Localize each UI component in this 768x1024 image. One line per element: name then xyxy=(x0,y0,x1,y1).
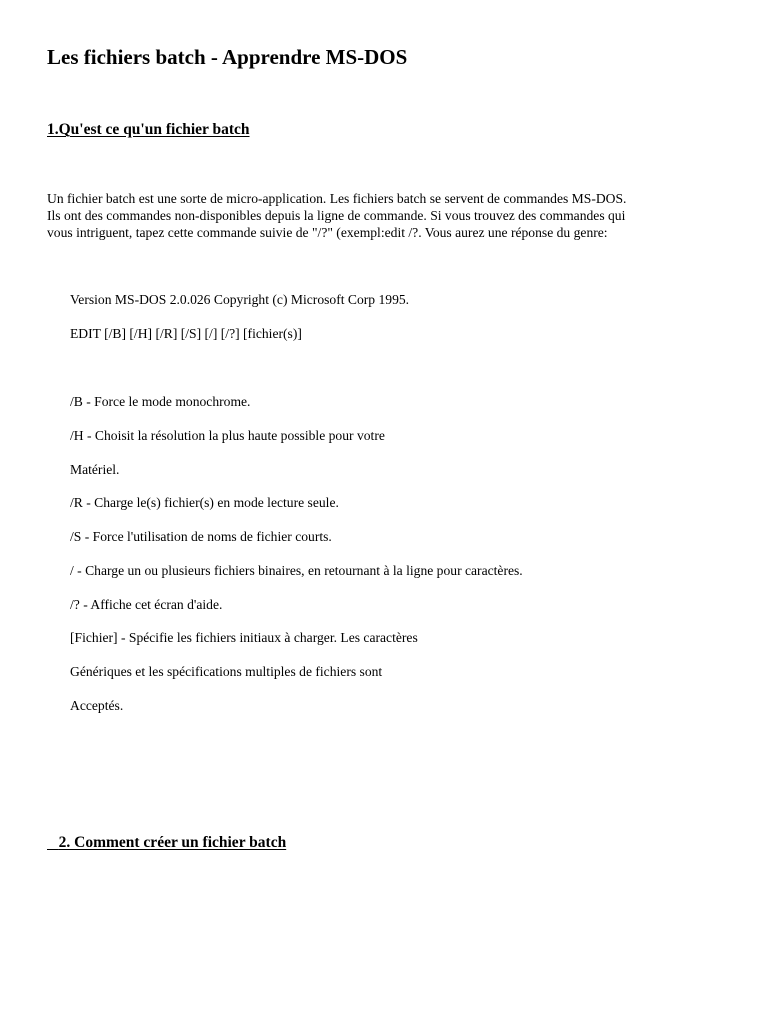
help-version-line: Version MS-DOS 2.0.026 Copyright (c) Microsoft Corp 1995. xyxy=(70,292,410,307)
help-option-line: /B - Force le mode monochrome. xyxy=(70,394,251,409)
intro-line: vous intriguent, tapez cette commande suivie de "/?" (exempl:edit /?. Vous aurez une réponse du genre: xyxy=(47,225,608,240)
help-option-line: / - Charge un ou plusieurs fichiers binaires, en retournant à la ligne pour caractères. xyxy=(70,563,523,578)
help-option-line: /R - Charge le(s) fichier(s) en mode lecture seule. xyxy=(70,495,339,510)
section-2-heading xyxy=(47,833,286,853)
help-option-line: /S - Force l'utilisation de noms de fichier courts. xyxy=(70,529,332,544)
section-2-heading-text: 2. Comment créer un fichier batch xyxy=(58,834,287,851)
help-option-line: Génériques et les spécifications multiples de fichiers sont xyxy=(70,664,383,679)
help-option-line: /? - Affiche cet écran d'aide. xyxy=(70,597,223,612)
section-1-intro xyxy=(47,190,727,241)
help-option-line: Matériel. xyxy=(70,462,120,477)
help-usage-line: EDIT [/B] [/H] [/R] [/S] [/] [/?] [fichier(s)] xyxy=(70,326,302,341)
help-option-line: Acceptés. xyxy=(70,698,124,713)
intro-line: Un fichier batch est une sorte de micro-application. Les fichiers batch se servent de commandes MS-DOS. xyxy=(47,191,627,206)
document-title: Les fichiers batch - Apprendre MS-DOS xyxy=(47,45,408,69)
intro-line: Ils ont des commandes non-disponibles depuis la ligne de commande. Si vous trouvez des commandes qui xyxy=(47,208,626,223)
section-1-heading: 1.Qu'est ce qu'un fichier batch xyxy=(47,121,250,138)
help-option-line: [Fichier] - Spécifie les fichiers initiaux à charger. Les caractères xyxy=(70,630,418,645)
help-option-line: /H - Choisit la résolution la plus haute possible pour votre xyxy=(70,428,385,443)
